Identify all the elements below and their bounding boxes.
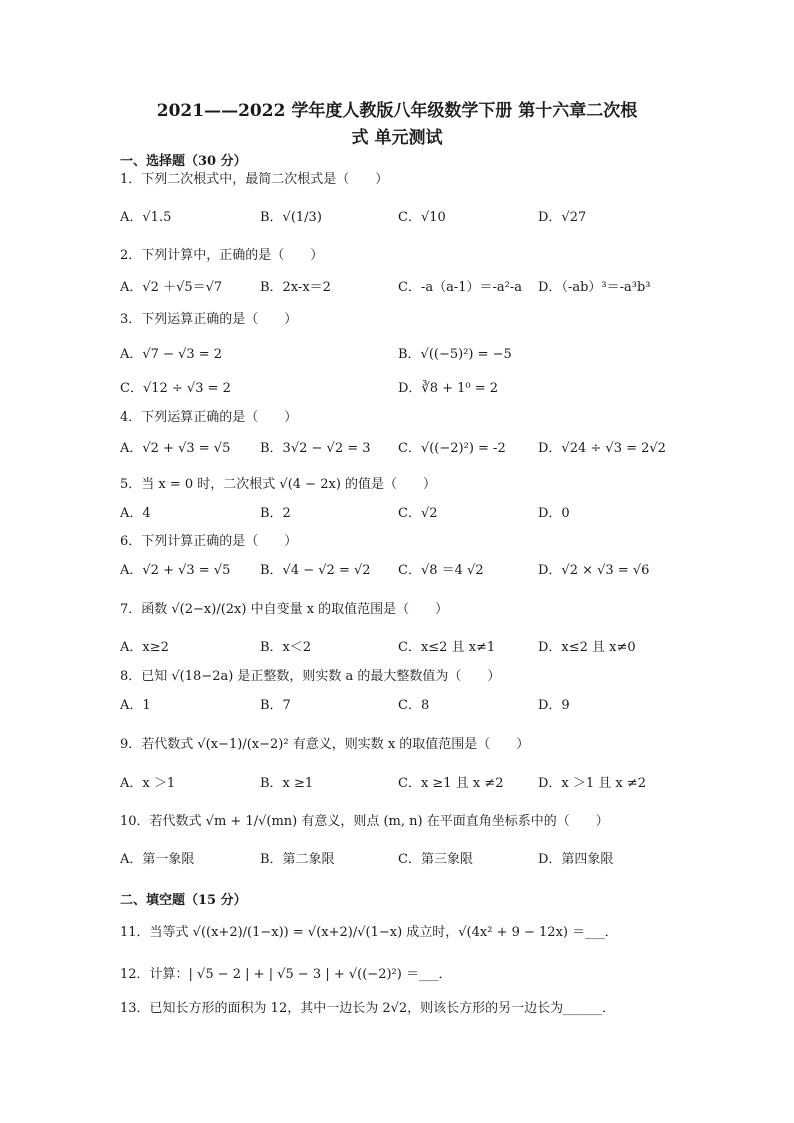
option-a: A．x ＞1 (120, 776, 176, 791)
question-stem: 6．下列计算正确的是（ ） (120, 534, 298, 549)
options-row (120, 377, 720, 397)
option-d: D．第四象限 (538, 852, 614, 867)
option-d: D．（-ab）³＝-a³b³ (538, 280, 651, 295)
option-a: A．√7 − √3 = 2 (120, 347, 223, 362)
option-a: A．第一象限 (120, 852, 195, 867)
option-d: D．0 (538, 506, 570, 521)
options-row (120, 437, 720, 457)
option-b: B．2 (260, 506, 291, 521)
option-b: B．3√2 − √2 = 3 (260, 441, 371, 456)
option-c: C．√10 (398, 210, 446, 225)
option-b: B．第二象限 (260, 852, 335, 867)
options-row (120, 694, 720, 714)
option-a: A．x≥2 (120, 640, 169, 655)
option-b: B．x＜2 (260, 640, 312, 655)
options-row (120, 502, 720, 522)
option-a: A．√2 ＋√5＝√7 (120, 280, 223, 295)
option-c: C．√8 ＝4 √2 (398, 563, 484, 578)
question-stem: 5．当 x = 0 时，二次根式 √(4 − 2x) 的值是（ ） (120, 477, 437, 492)
option-a: A．1 (120, 698, 151, 713)
section-heading-choice: 一、选择题（30 分） (120, 154, 247, 169)
question-stem: 8．已知 √(18−2a) 是正整数，则实数 a 的最大整数值为（ ） (120, 669, 501, 684)
option-c: C．√12 ÷ √3 = 2 (120, 381, 231, 396)
section-heading-fill: 二、填空题（15 分） (120, 893, 247, 908)
question-stem: 2．下列计算中，正确的是（ ） (120, 248, 324, 263)
option-d: D．√2 × √3 = √6 (538, 563, 650, 578)
option-b: B．x ≥1 (260, 776, 314, 791)
options-row (120, 848, 720, 868)
question-stem: 3．下列运算正确的是（ ） (120, 312, 298, 327)
question-stem: 10．若代数式 √m + 1/√(mn) 有意义，则点 (m, n) 在平面直角坐标系中的（ ） (120, 814, 609, 829)
fill-question: 13．已知长方形的面积为 12，其中一边长为 2√2，则该长方形的另一边长为______． (120, 1001, 616, 1016)
option-c: C．-a（a-1）＝-a²-a (398, 280, 523, 295)
option-c: C．√((−2)²) = -2 (398, 441, 506, 456)
worksheet-title-line-1: 2021——2022 学年度人教版八年级数学下册 第十六章二次根 (156, 101, 638, 121)
option-b: B．√(1/3) (260, 210, 322, 225)
option-d: D．x≤2 且 x≠0 (538, 640, 636, 655)
option-b: B．2x-x＝2 (260, 280, 331, 295)
option-d: D．√24 ÷ √3 = 2√2 (538, 441, 666, 456)
option-c: C．第三象限 (398, 852, 473, 867)
option-d: D．9 (538, 698, 570, 713)
option-a: A．√2 + √3 = √5 (120, 441, 231, 456)
worksheet-title-line-2: 式 单元测试 (351, 128, 443, 148)
option-a: A．√1.5 (120, 210, 172, 225)
question-stem: 4．下列运算正确的是（ ） (120, 410, 298, 425)
option-d: D．∛8 + 1⁰ = 2 (398, 381, 499, 396)
question-stem: 7．函数 √(2−x)/(2x) 中自变量 x 的取值范围是（ ） (120, 602, 449, 617)
option-a: A．4 (120, 506, 151, 521)
question-stem: 1．下列二次根式中，最简二次根式是（ ） (120, 172, 389, 187)
option-d: D．x ＞1 且 x ≠2 (538, 776, 647, 791)
options-row (120, 206, 720, 226)
options-row (120, 276, 720, 296)
option-b: B．7 (260, 698, 291, 713)
option-b: B．√((−5)²) = −5 (398, 347, 512, 362)
options-row (120, 343, 720, 363)
option-c: C．8 (398, 698, 430, 713)
option-c: C．x≤2 且 x≠1 (398, 640, 496, 655)
option-c: C．x ≥1 且 x ≠2 (398, 776, 504, 791)
question-stem: 9．若代数式 √(x−1)/(x−2)² 有意义，则实数 x 的取值范围是（ ） (120, 737, 530, 752)
fill-question: 11．当等式 √((x+2)/(1−x)) = √(x+2)/√(1−x) 成立时，√(4x² + 9 − 12x) ＝___． (120, 925, 618, 940)
options-row (120, 636, 720, 656)
options-row (120, 559, 720, 579)
option-c: C．√2 (398, 506, 438, 521)
option-a: A．√2 + √3 = √5 (120, 563, 231, 578)
options-row (120, 772, 720, 792)
option-d: D．√27 (538, 210, 587, 225)
option-b: B．√4 − √2 = √2 (260, 563, 371, 578)
fill-question: 12．计算：| √5 − 2 | + | √5 − 3 | + √((−2)²) ＝___． (120, 967, 452, 982)
